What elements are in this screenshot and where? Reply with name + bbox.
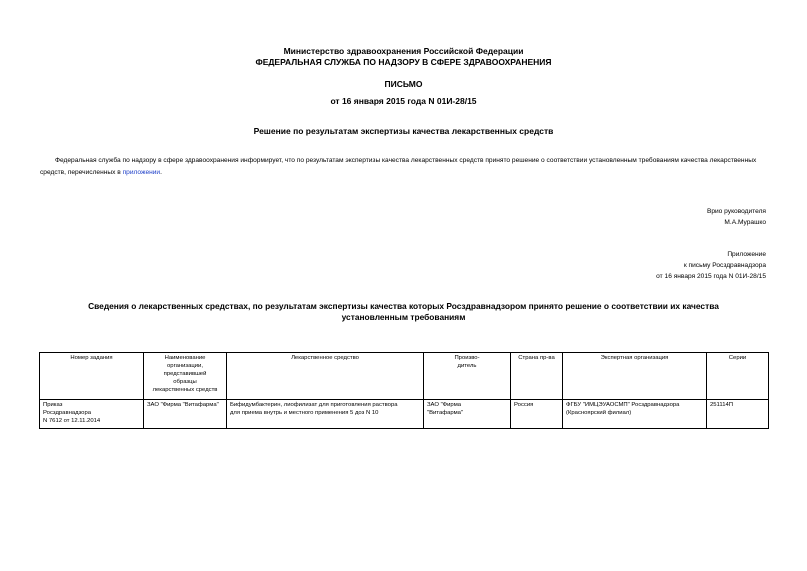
appendix-reference: к письму Росздравнадзора <box>683 262 766 269</box>
header-drug: Лекарственное средство <box>227 353 424 400</box>
table-header-row <box>40 353 769 400</box>
header-series: Серии <box>707 353 769 400</box>
paragraph-end: . <box>160 169 162 176</box>
header-expert-org: Экспертная организация <box>563 353 707 400</box>
table-row <box>40 400 769 429</box>
service-name: ФЕДЕРАЛЬНАЯ СЛУЖБА ПО НАДЗОРУ В СФЕРЕ ЗДРАВООХРАНЕНИЯ <box>255 57 552 67</box>
header-organization: Наименование организации, представившей образцы лекарственных средств <box>144 353 227 400</box>
document-date-number: от 16 января 2015 года N 01И-28/15 <box>330 96 477 106</box>
signature-position: Врио руководителя <box>706 208 766 215</box>
cell-country: Россия <box>511 400 563 429</box>
ministry-name: Министерство здравоохранения Российской Федерации <box>283 46 524 56</box>
header-producer: Произво- дитель <box>424 353 511 400</box>
appendix-date: от 16 января 2015 года N 01И-28/15 <box>656 273 766 280</box>
appendix-link[interactable]: приложении <box>122 169 161 176</box>
table-title-line2: установленным требованиям <box>341 312 466 322</box>
cell-drug: Бифидумбактерин, лиофилизат для приготовления раствора для приема внутрь и местного применения 5 доз N 10 <box>227 400 424 429</box>
cell-organization: ЗАО "Фирма "Витафарма" <box>144 400 227 429</box>
document-subject: Решение по результатам экспертизы качества лекарственных средств <box>253 126 554 136</box>
table-title-line1: Сведения о лекарственных средствах, по результатам экспертизы качества которых Росздравнадзором принято решение о соответствии их качества <box>88 301 719 311</box>
signature-name: М.А.Мурашко <box>724 219 766 226</box>
letter-paragraph <box>40 155 772 179</box>
cell-producer: ЗАО "Фирма "Витафарма" <box>424 400 511 429</box>
cell-expert-org: ФГБУ "ИМЦЭУАОСМП" Росздравнадзора (Красноярский филиал) <box>563 400 707 429</box>
cell-order: Приказ Росздравнадзора N 7612 от 12.11.2014 <box>40 400 144 429</box>
cell-series: 251114П <box>707 400 769 429</box>
appendix-label: Приложение <box>727 251 766 258</box>
paragraph-text: Федеральная служба по надзору в сфере здравоохранения информирует, что по результатам экспертизы качества лекарственных средств принято решение о соответствии установленным требованиям качества лекарственных средств, перечисленных в <box>40 157 757 176</box>
header-country: Страна пр-ва <box>511 353 563 400</box>
drugs-table <box>39 352 769 429</box>
document-type: ПИСЬМО <box>384 79 423 89</box>
header-order: Номер задания <box>40 353 144 400</box>
